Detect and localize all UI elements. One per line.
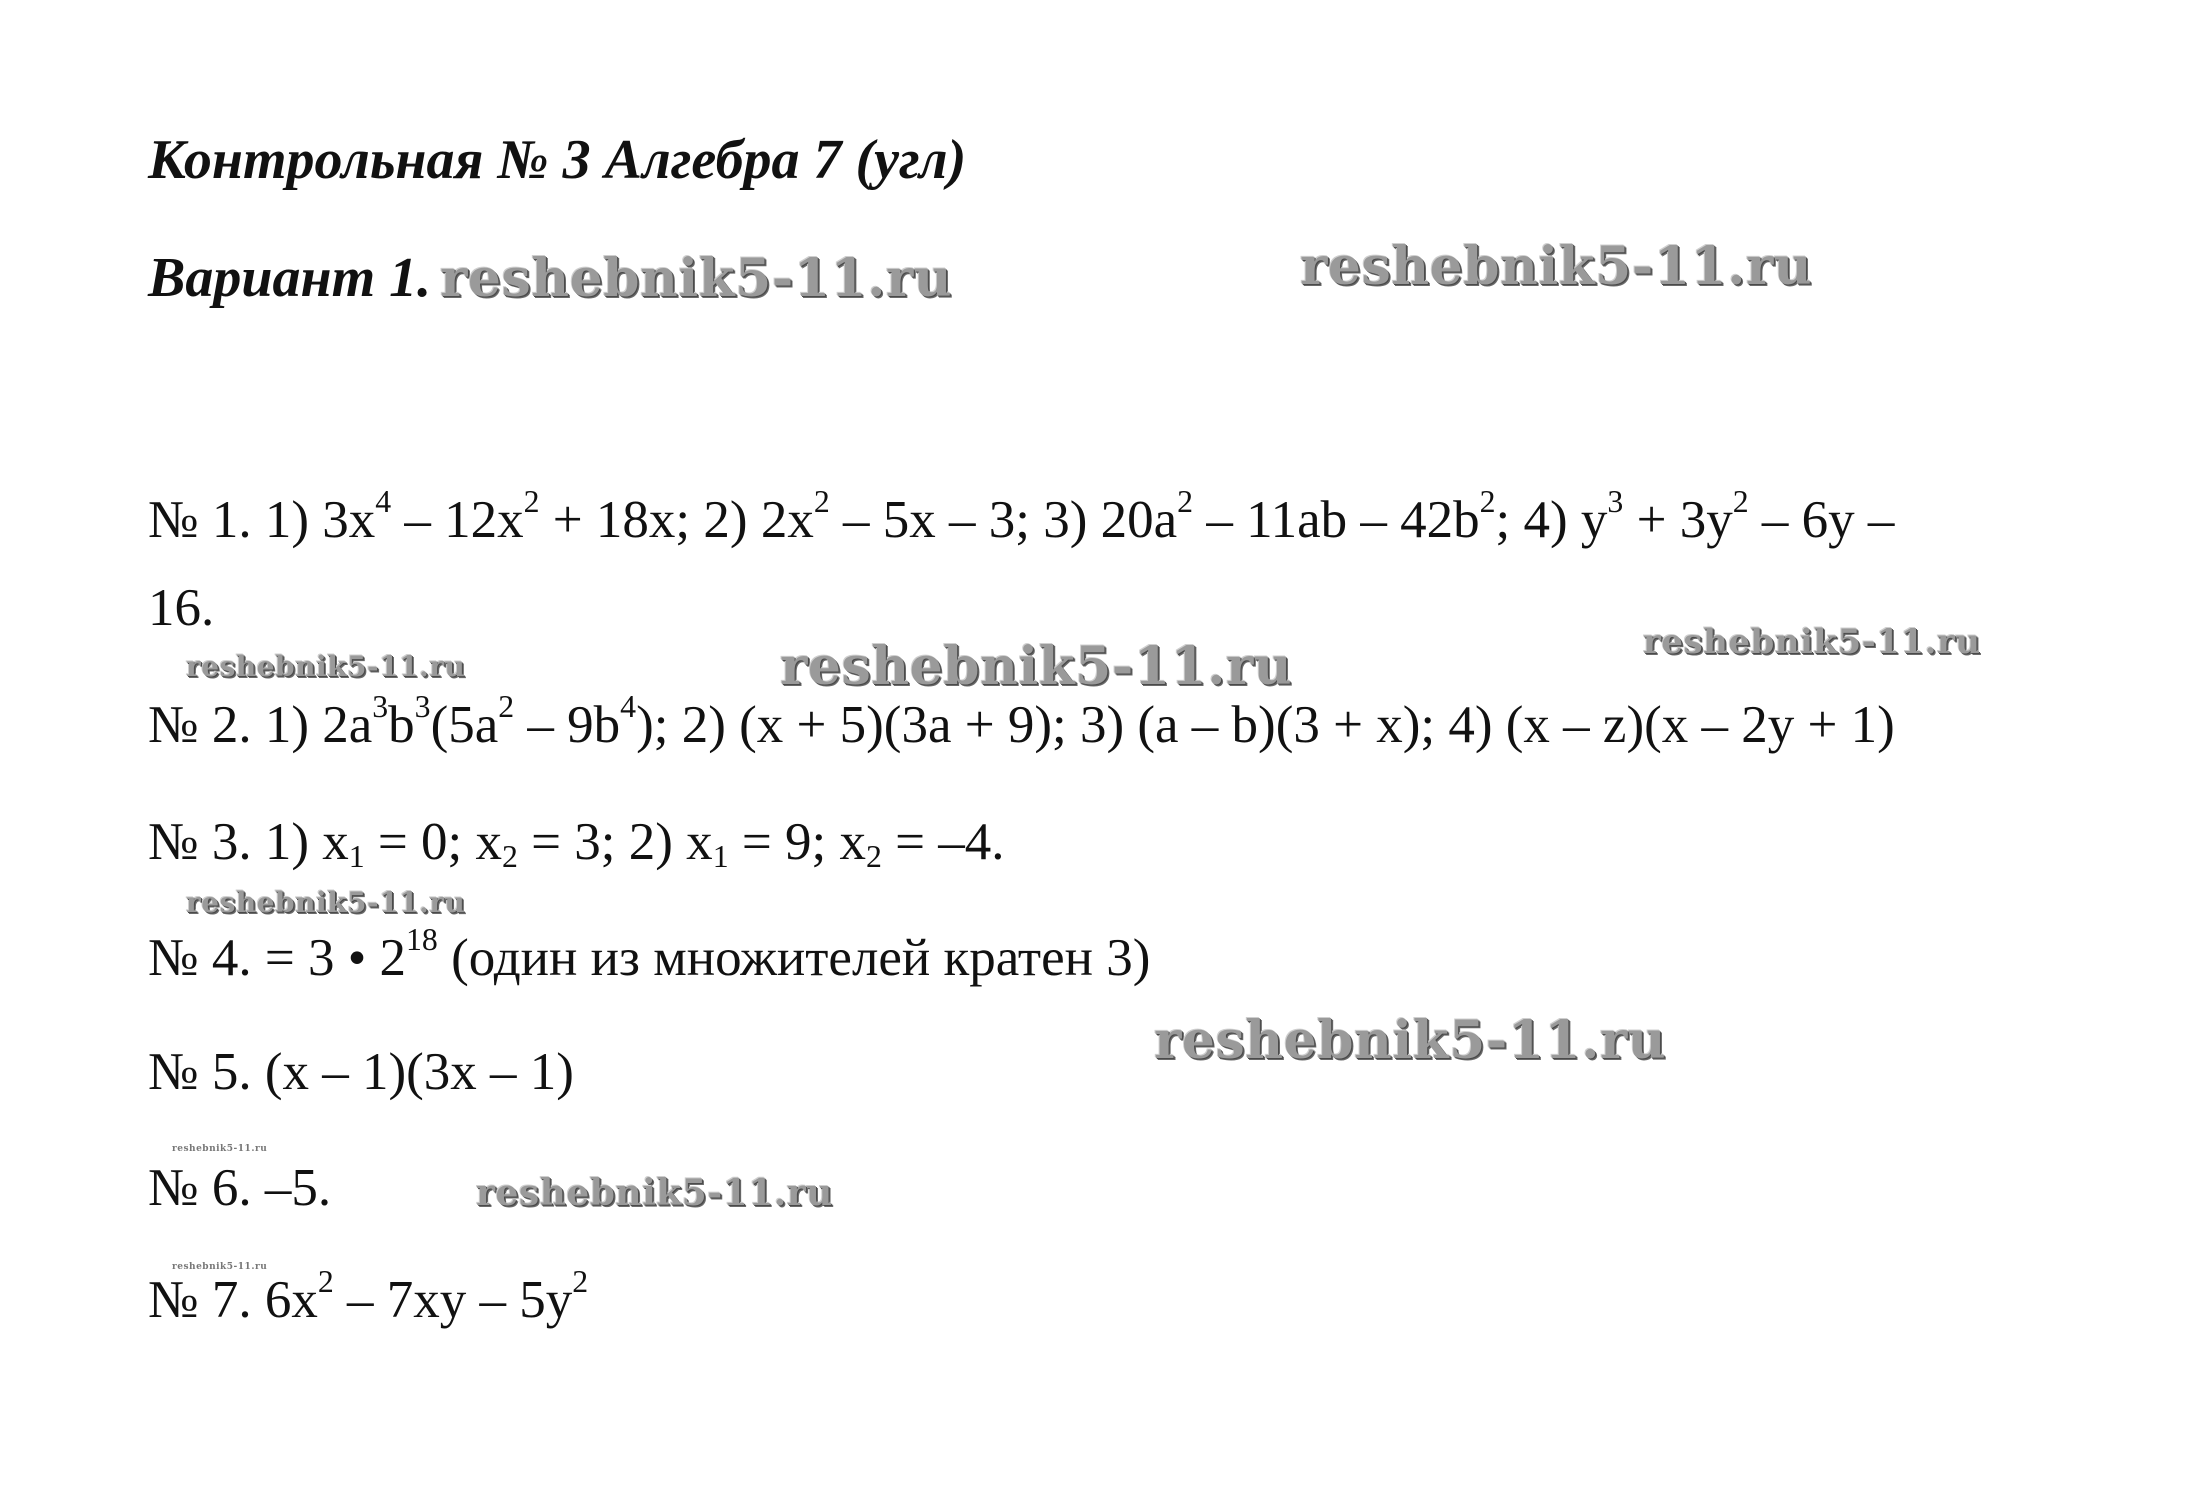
- answer-text: (один из множителей кратен 3): [437, 929, 1151, 987]
- exponent: 2: [572, 1264, 589, 1300]
- watermark: reshebnik5-11.ru: [1154, 1010, 1667, 1071]
- answer-text: 2) (x + 5)(3a + 9);: [681, 696, 1067, 754]
- answer-text: – 7xy – 5y: [333, 1271, 573, 1329]
- answer-text: 2) 2x: [703, 491, 814, 549]
- exponent: 2: [498, 689, 515, 725]
- answer-1-continuation: 16.: [148, 579, 215, 637]
- answer-number: № 1.: [148, 491, 252, 549]
- answer-number: № 2.: [148, 696, 252, 754]
- answer-3: [148, 812, 1005, 872]
- answer-text: – 9b: [514, 696, 621, 754]
- watermark: reshebnik5-11.ru: [172, 1144, 268, 1154]
- exponent: 3: [372, 689, 389, 725]
- answer-5: [148, 1042, 574, 1102]
- answer-text: (x – 1)(3x – 1): [264, 1043, 574, 1101]
- watermark: reshebnik5-11.ru: [186, 650, 466, 683]
- answer-6: [148, 1158, 331, 1218]
- answer-text: – 6y –: [1748, 491, 1895, 549]
- answer-number: № 4.: [148, 929, 252, 987]
- answer-4: [148, 922, 1151, 988]
- answer-text: 4) (x – z)(x – 2y + 1): [1448, 696, 1895, 754]
- answer-text: –5.: [264, 1159, 332, 1217]
- answer-1: [148, 484, 1895, 550]
- answer-number: № 5.: [148, 1043, 252, 1101]
- watermark: reshebnik5-11.ru: [1643, 622, 1981, 662]
- subscript: 1: [348, 838, 365, 874]
- exponent: 18: [406, 922, 438, 958]
- page-title: Контрольная № 3 Алгебра 7 (угл): [148, 129, 967, 191]
- exponent: 2: [317, 1264, 334, 1300]
- answer-text: = 9; x: [728, 813, 866, 871]
- answer-text: 4) y: [1523, 491, 1608, 549]
- answer-text: ;: [1495, 491, 1511, 549]
- exponent: 2: [1479, 484, 1496, 520]
- exponent: 2: [523, 484, 540, 520]
- exponent: 3: [1607, 484, 1624, 520]
- answer-text: = 0; x: [364, 813, 503, 871]
- answer-text: 3) 20a: [1043, 491, 1178, 549]
- answer-text: – 5x – 3;: [829, 491, 1030, 549]
- watermark: reshebnik5-11.ru: [172, 1262, 268, 1272]
- answer-text: + 3y: [1623, 491, 1733, 549]
- exponent: 2: [813, 484, 830, 520]
- answer-text: 6x: [264, 1271, 318, 1329]
- answer-text: b: [388, 696, 415, 754]
- answer-text: – 12x: [391, 491, 524, 549]
- answer-text: 1) 2a: [264, 696, 373, 754]
- exponent: 3: [414, 689, 431, 725]
- answer-number: № 6.: [148, 1159, 252, 1217]
- answer-text: + 18x;: [539, 491, 691, 549]
- answer-text: – 11ab – 42b: [1193, 491, 1480, 549]
- answer-2: [148, 689, 1895, 755]
- answer-text: );: [636, 696, 669, 754]
- exponent: 4: [620, 689, 637, 725]
- subscript: 2: [502, 838, 518, 874]
- answer-text: 1) x: [264, 813, 349, 871]
- watermark: reshebnik5-11.ru: [186, 886, 466, 919]
- answer-text: = –4.: [881, 813, 1005, 871]
- answer-text: 3) (a – b)(3 + x);: [1079, 696, 1436, 754]
- exponent: 2: [1732, 484, 1749, 520]
- answer-number: № 3.: [148, 813, 252, 871]
- exponent: 2: [1177, 484, 1194, 520]
- watermark: reshebnik5-11.ru: [476, 1172, 833, 1214]
- watermark: reshebnik5-11.ru: [440, 248, 953, 309]
- answer-text: 1) 3x: [264, 491, 376, 549]
- variant-heading: Вариант 1.: [148, 247, 432, 309]
- watermark: reshebnik5-11.ru: [780, 636, 1293, 697]
- answer-text: = 3 • 2: [264, 929, 407, 987]
- subscript: 1: [712, 838, 729, 874]
- watermark: reshebnik5-11.ru: [1300, 236, 1813, 297]
- subscript: 2: [865, 838, 882, 874]
- answer-text: = 3; 2) x: [517, 813, 713, 871]
- answer-text: (5a: [430, 696, 499, 754]
- exponent: 4: [375, 484, 392, 520]
- answer-number: № 7.: [148, 1271, 252, 1329]
